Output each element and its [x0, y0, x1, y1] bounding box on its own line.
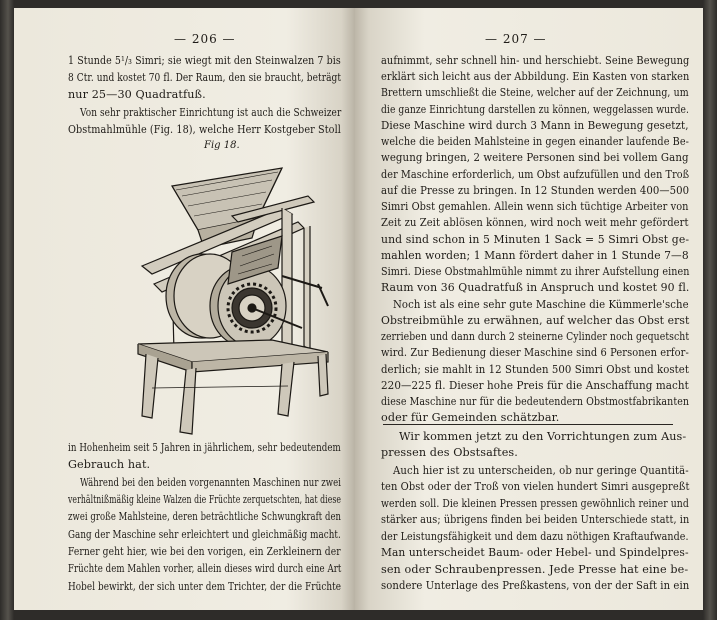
text-line: Ferner geht hier, wie bei den vorigen, ein Zerkleinern der [68, 545, 341, 558]
text-line: wegung bringen, 2 weitere Personen sind bei vollem Gang [381, 151, 689, 164]
text-line: Noch ist als eine sehr gute Maschine die Kümmerle'sche [393, 298, 689, 311]
text-line: 8 Ctr. und kostet 70 fl. Der Raum, den sie braucht, beträgt [68, 71, 342, 84]
text-line: Von sehr praktischer Einrichtung ist auch die Schweizer [80, 106, 342, 119]
page-number: — 206 — [174, 32, 236, 46]
text-line: Hobel bewirkt, der sich unter dem Trichter, der die Früchte [68, 580, 342, 593]
text-line: derlich; sie mahlt in 12 Stunden 500 Simri Obst und kostet [381, 363, 690, 376]
text-line: wird. Zur Bedienung dieser Maschine sind 6 Personen erfor- [381, 346, 689, 359]
left-page [14, 8, 355, 610]
text-line: verhältnißmäßig kleine Walzen die Früchte zerquetschten, hat diese [68, 493, 342, 506]
text-line: Früchte dem Mahlen vorher, allein dieses wird durch eine Art [68, 562, 342, 575]
text-line: nur 25—30 Quadratfuß. [68, 88, 206, 101]
text-line: Brettern umschließt die Steine, welcher auf der Zeichnung, um [381, 86, 689, 99]
fruit-mill-engraving [132, 156, 332, 436]
page-number: — 207 — [485, 32, 547, 46]
text-line: in Hohenheim seit 5 Jahren in jährlichem, sehr bedeutendem [68, 441, 341, 454]
figure-caption: Fig 18. [204, 140, 240, 151]
text-line: 1 Stunde 5¹/₃ Simri; sie wiegt mit den Steinwalzen 7 bis [68, 54, 341, 67]
text-line: sen oder Schraubenpressen. Jede Presse hat eine be- [381, 563, 689, 576]
text-line: mahlen worden; 1 Mann fördert daher in 1 Stunde 7—8 [381, 249, 689, 262]
text-line: und sind schon in 5 Minuten 1 Sack = 5 Simri Obst ge- [381, 233, 690, 246]
text-line: Man unterscheidet Baum- oder Hebel- und Spindelpres- [381, 546, 689, 559]
text-line: Diese Maschine wird durch 3 Mann in Bewegung gesetzt, [381, 119, 689, 132]
text-line: Gebrauch hat. [68, 458, 151, 471]
text-line: 220—225 fl. Dieser hohe Preis für die Anschaffung macht [381, 379, 689, 392]
section-heading: pressen des Obstsaftes. [381, 446, 518, 459]
text-line: ten Obst oder der Troß von vielen hundert Simri ausgepreßt [381, 480, 690, 493]
section-heading: Wir kommen jetzt zu den Vorrichtungen zum Aus- [399, 430, 687, 443]
text-line: zwei große Mahlsteine, deren beträchtliche Schwungkraft den [68, 510, 342, 523]
text-line: zerrieben und dann durch 2 steinerne Cylinder noch gequetscht [381, 330, 690, 343]
text-line: werden soll. Die kleinen Pressen pressen gewöhnlich reiner und [381, 497, 689, 510]
text-line: der Leistungsfähigkeit und dem dazu nöthigen Kraftaufwande. [381, 530, 689, 543]
text-line: auf die Presse zu bringen. In 12 Stunden werden 400—500 [381, 184, 690, 197]
text-line: Simri Obst gemahlen. Allein wenn sich tüchtige Arbeiter von [381, 200, 689, 213]
right-page [355, 8, 703, 610]
section-divider [383, 424, 673, 425]
text-line: Raum von 36 Quadratfuß in Anspruch und kostet 90 fl. [381, 281, 690, 294]
text-line: erklärt sich leicht aus der Abbildung. Ein Kasten von starken [381, 70, 690, 83]
text-line: oder für Gemeinden schätzbar. [381, 411, 560, 424]
text-line: der Maschine erforderlich, um Obst aufzufüllen und den Troß [381, 168, 690, 181]
text-line: stärker aus; übrigens finden bei beiden Unterschiede statt, in [381, 513, 690, 526]
text-line: aufnimmt, sehr schnell hin- und herschiebt. Seine Bewegung [381, 54, 690, 67]
text-line: sondere Unterlage des Preßkastens, von der der Saft in ein [381, 579, 690, 592]
text-line: Während bei den beiden vorgenannten Maschinen nur zwei [80, 476, 342, 489]
text-line: welche die beiden Mahlsteine in gegen einander laufende Be- [381, 135, 689, 148]
text-line: Obstmahlmühle (Fig. 18), welche Herr Kostgeber Stoll [68, 123, 341, 136]
text-line: die ganze Einrichtung darstellen zu können, weggelassen wurde. [381, 103, 690, 116]
text-line: Gang der Maschine sehr erleichtert und gleichmäßig macht. [68, 528, 341, 541]
text-line: Obstreibmühle zu erwähnen, auf welcher das Obst erst [381, 314, 690, 327]
text-line: diese Maschine nur für die bedeutendern Obstmostfabrikanten [381, 395, 690, 408]
text-line: Zeit zu Zeit ablösen können, wird noch weit mehr gefördert [381, 216, 689, 229]
text-line: Auch hier ist zu unterscheiden, ob nur geringe Quantitä- [393, 464, 689, 477]
text-line: Simri. Diese Obstmahlmühle nimmt zu ihrer Aufstellung einen [381, 265, 690, 278]
